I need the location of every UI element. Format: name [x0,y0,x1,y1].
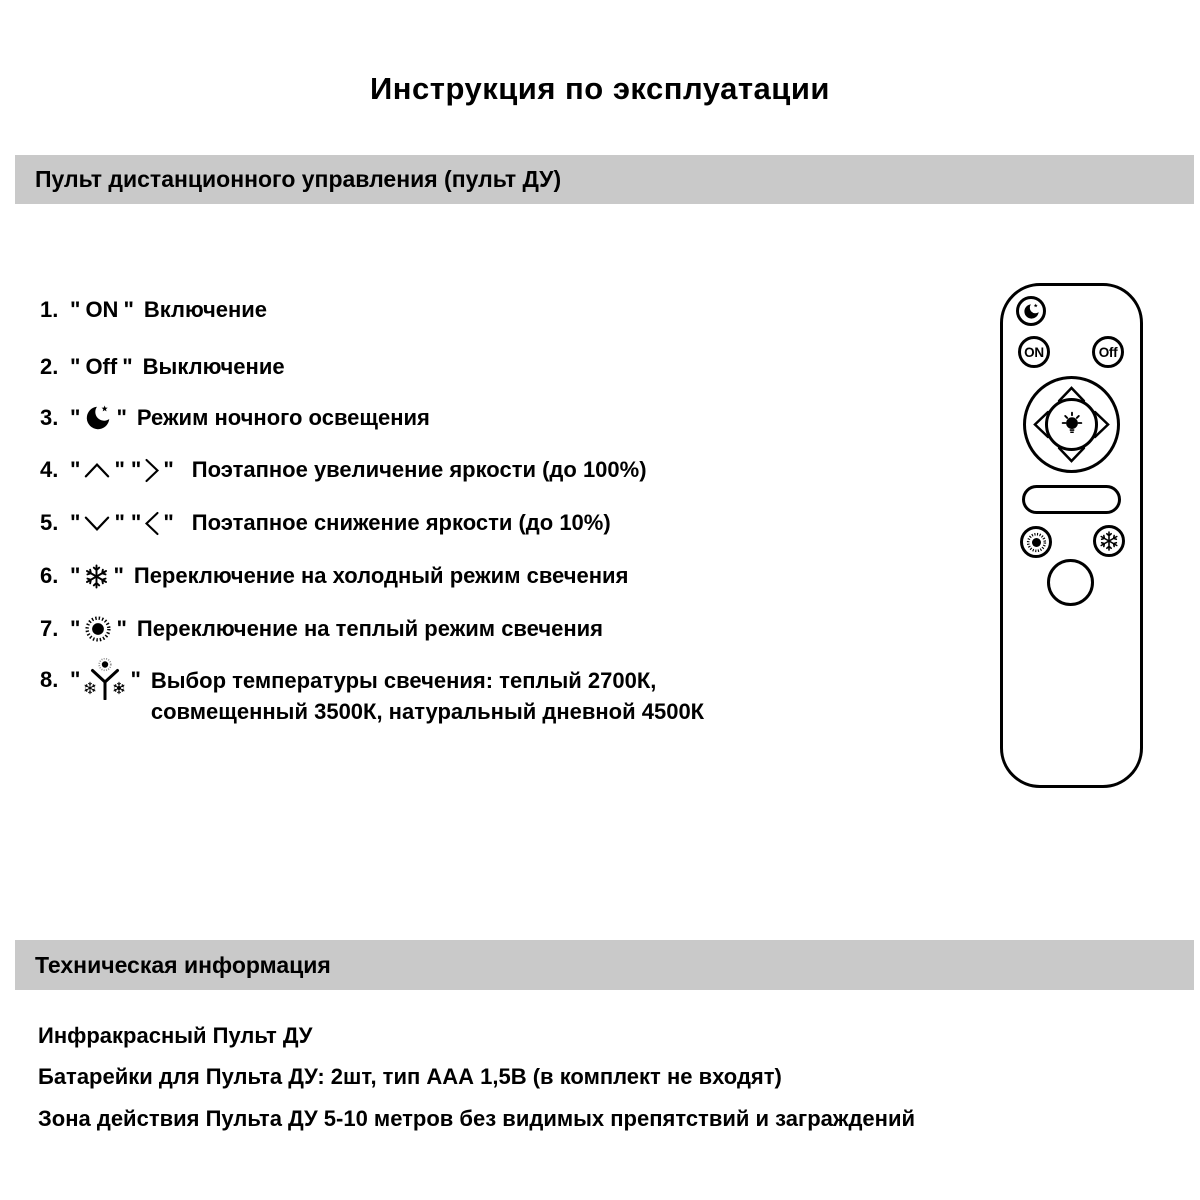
quote-mark: " [163,510,174,535]
remote-pill-button [1022,485,1121,514]
quote-mark: " [70,510,81,535]
item-description [151,665,704,727]
quote-mark: " [122,354,133,379]
list-item-cold-mode [40,561,628,591]
item-description: Включение [143,297,268,322]
tech-info-line: Зона действия Пульта ДУ 5-10 метров без видимых препятствий и заграждений [38,1106,916,1131]
item-number: 8. [40,667,59,692]
snowflake-icon [83,563,110,590]
list-item-on [40,295,267,325]
item-description: Выключение [142,354,285,379]
item-number: 4. [40,457,59,482]
chevron-left-icon [144,510,160,537]
quote-mark: " [70,563,81,588]
quote-mark: " [70,405,81,430]
item-number: 3. [40,405,59,430]
list-item-brightness-up [40,455,647,485]
moon-star-icon [1022,302,1041,321]
item-number: 7. [40,616,59,641]
remote-off-button [1092,336,1124,368]
item-description: Поэтапное снижение яркости (до 10%) [191,510,611,535]
chevron-up-icon [83,462,111,479]
item-description: Переключение на холодный режим свечения [133,563,629,588]
section-header-tech [15,940,1194,990]
list-item-warm-mode [40,614,603,644]
item-number: 1. [40,297,59,322]
remote-off-label: Off [1098,344,1118,360]
section-header-remote-label: Пульт дистанционного управления (пульт ДУ) [35,166,562,192]
quote-mark: " [130,667,141,692]
button-label-on: ON [85,297,119,322]
tech-info-line: Батарейки для Пульта ДУ: 2шт, тип ААА 1,5В (в комплект не входят) [38,1064,782,1089]
quote-mark: " [163,457,174,482]
item-description: Поэтапное увеличение яркости (до 100%) [191,457,647,482]
remote-round-button [1047,559,1094,606]
item-number: 5. [40,510,59,535]
remote-dpad [1023,376,1120,473]
remote-cold-mode-button [1093,525,1125,557]
button-label-off: Off [85,354,118,379]
list-item-brightness-down [40,508,611,538]
list-item-night-mode [40,403,430,433]
snowflake-icon [1098,530,1120,552]
item-description-line1: Выбор температуры свечения: теплый 2700К, [150,668,657,693]
remote-warm-mode-button [1020,526,1052,558]
quote-mark: " [114,457,125,482]
remote-on-label: ON [1024,344,1044,360]
quote-mark: " [116,616,127,641]
tech-info-line: Инфракрасный Пульт ДУ [38,1023,313,1048]
moon-star-icon [83,403,113,433]
remote-on-button [1018,336,1050,368]
page-title: Инструкция по эксплуатации [370,71,830,106]
quote-mark: " [116,405,127,430]
remote-illustration [1000,283,1143,788]
remote-light-button [1045,398,1098,451]
section-header-remote [15,155,1194,204]
item-number: 6. [40,563,59,588]
quote-mark: " [130,457,142,482]
quote-mark: " [130,510,142,535]
item-description-line2: совмещенный 3500К, натуральный дневной 4500К [150,699,705,724]
item-number: 2. [40,354,59,379]
item-description: Переключение на теплый режим свечения [136,616,604,641]
list-item-temperature-select [40,665,705,724]
quote-mark: " [123,297,134,322]
quote-mark: " [70,457,81,482]
item-description: Режим ночного освещения [136,405,430,430]
quote-mark: " [70,616,81,641]
light-bulb-icon [1056,409,1088,441]
warm-sun-icon [1025,531,1048,554]
list-item-off [40,352,285,382]
remote-night-mode-button [1016,296,1046,326]
quote-mark: " [114,510,125,535]
temperature-select-icon [83,658,127,700]
quote-mark: " [70,354,81,379]
section-header-tech-label: Техническая информация [35,951,331,978]
quote-mark: " [70,667,81,692]
chevron-right-icon [144,457,160,484]
quote-mark: " [70,297,81,322]
chevron-down-icon [83,515,111,532]
warm-sun-icon [83,614,113,644]
quote-mark: " [113,563,124,588]
